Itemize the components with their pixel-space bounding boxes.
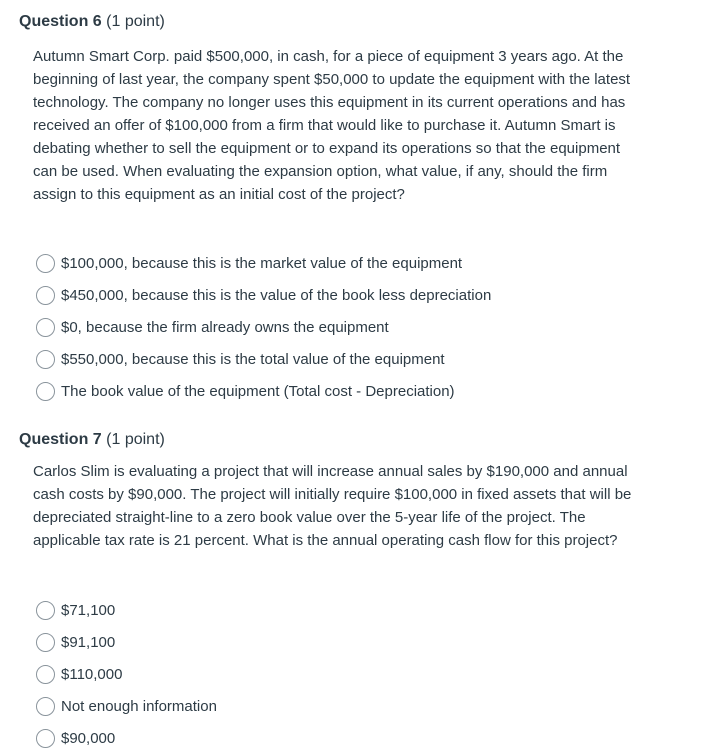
question-header <box>19 430 165 450</box>
answer-label[interactable]: $91,100 <box>61 634 116 652</box>
radio-button[interactable] <box>36 286 55 305</box>
question-text: Carlos Slim is evaluating a project that will increase annual sales by $190,000 and annual cash costs by $90,000. The project will initially require $100,000 in fixed assets that will be depreciated straight-line to a zero book value over the 5-year life of the project. The applicable tax rate is 21 percent. What is the annual operating cash flow for this project? <box>33 463 632 549</box>
answer-option[interactable] <box>36 659 217 691</box>
answer-label[interactable]: Not enough information <box>61 697 217 715</box>
radio-button[interactable] <box>36 697 55 716</box>
radio-button[interactable] <box>36 318 55 337</box>
answer-label[interactable]: $550,000, because this is the total value of the equipment <box>61 350 445 368</box>
answer-option[interactable] <box>36 375 491 407</box>
answer-option[interactable] <box>36 690 217 722</box>
answer-option[interactable] <box>36 248 491 280</box>
answer-label[interactable]: $100,000, because this is the market value of the equipment <box>61 255 463 273</box>
answer-label[interactable]: $450,000, because this is the value of the book less depreciation <box>61 287 492 305</box>
answer-label[interactable]: $71,100 <box>61 602 116 620</box>
radio-button[interactable] <box>36 729 55 748</box>
answer-list <box>36 248 491 407</box>
question-points: (1 point) <box>106 13 165 30</box>
question-points: (1 point) <box>106 431 165 448</box>
question-title: Question 7 <box>19 431 102 448</box>
answer-option[interactable] <box>36 343 491 375</box>
answer-option[interactable] <box>36 595 217 627</box>
radio-button[interactable] <box>36 254 55 273</box>
answer-label[interactable]: $110,000 <box>61 665 123 683</box>
radio-button[interactable] <box>36 633 55 652</box>
answer-label[interactable]: $0, because the firm already owns the equipment <box>61 318 389 336</box>
radio-button[interactable] <box>36 665 55 684</box>
answer-option[interactable] <box>36 722 217 754</box>
answer-label[interactable]: The book value of the equipment (Total cost - Depreciation) <box>61 382 455 400</box>
radio-button[interactable] <box>36 382 55 401</box>
answer-option[interactable] <box>36 280 491 312</box>
question-title: Question 6 <box>19 13 102 30</box>
answer-list <box>36 595 217 754</box>
radio-button[interactable] <box>36 350 55 369</box>
radio-button[interactable] <box>36 601 55 620</box>
question-text: Autumn Smart Corp. paid $500,000, in cash, for a piece of equipment 3 years ago. At the beginning of last year, the company spent $50,000 to update the equipment with the latest technology. The company no longer uses this equipment in its current operations and has received an offer of $100,000 from a firm that would like to purchase it. Autumn Smart is debating whether to sell the equipment or to expand its operations so that the equipment can be used. When evaluating the expansion option, what value, if any, should the firm assign to this equipment as an initial cost of the project? <box>33 48 631 203</box>
answer-option[interactable] <box>36 312 491 344</box>
answer-label[interactable]: $90,000 <box>61 729 116 747</box>
question-header <box>19 12 165 32</box>
answer-option[interactable] <box>36 627 217 659</box>
